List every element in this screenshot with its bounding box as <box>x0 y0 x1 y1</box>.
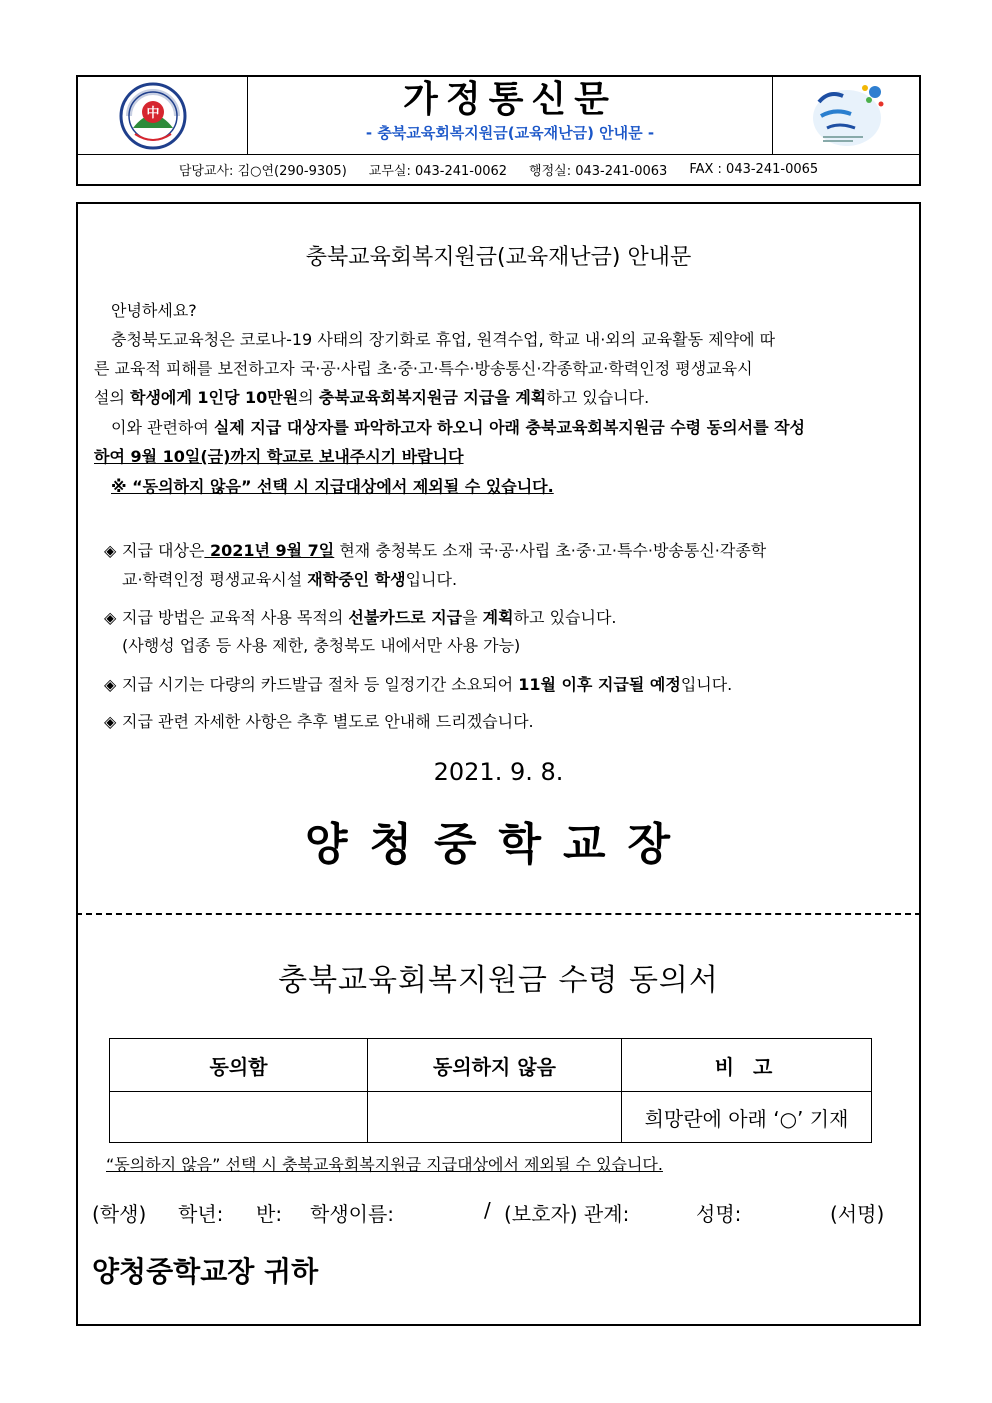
contact-office: 교무실: 043-241-0062 <box>368 164 508 179</box>
greeting: 안녕하세요? <box>111 301 197 320</box>
diamond-bullet-icon: ◈ <box>104 608 117 627</box>
highlight-timing: 11월 이후 지급될 예정 <box>518 675 681 694</box>
text-run: 을 <box>462 608 483 627</box>
text-run: 현재 충청북도 소재 국·공·사립 초·중·고·특수·방송통신·각종학 <box>334 541 767 560</box>
para1-line3 <box>94 383 649 412</box>
contact-fax: FAX : 043-241-0065 <box>689 162 819 177</box>
highlight-date: 2021년 9월 7일 <box>204 541 335 560</box>
contact-row <box>78 154 919 184</box>
document-title: 가정통신문 <box>403 79 617 120</box>
eco-logo-cell <box>772 77 921 154</box>
diamond-bullet-icon: ◈ <box>104 675 117 694</box>
bullet-timing <box>104 670 732 699</box>
para1-line1: 충청북도교육청은 코로나-19 사태의 장기화로 휴업, 원격수업, 학교 내·외의 교육활동 제약에 따 <box>111 330 776 349</box>
para2-line1 <box>111 413 805 442</box>
bullet-eligibility <box>104 536 766 565</box>
title-cell <box>248 77 772 154</box>
cut-line <box>76 913 921 915</box>
highlight-amount: 학생에게 1인당 10만원 <box>130 388 299 407</box>
grade-field[interactable]: 학년: <box>178 1202 224 1226</box>
text-run: 하고 있습니다. <box>546 388 650 407</box>
text-run: 의 <box>298 388 319 407</box>
issue-date: 2021. 9. 8. <box>433 758 564 786</box>
bullet-method-line2: (사행성 업종 등 사용 제한, 충청북도 내에서만 사용 가능) <box>122 636 521 655</box>
integrity-campaign-icon <box>809 82 885 148</box>
text-run: 지급 시기는 다량의 카드발급 절차 등 일정기간 소요되어 <box>122 675 519 694</box>
highlight-enrolled: 재학중인 학생 <box>307 570 406 589</box>
guardian-name-field[interactable]: 성명: <box>696 1202 742 1226</box>
text-run: 입니다. <box>405 570 458 589</box>
highlight-plan: 계획 <box>482 608 514 627</box>
contact-admin: 행정실: 043-241-0063 <box>529 164 668 179</box>
separator: / <box>484 1198 491 1222</box>
highlight-card: 선불카드로 지급 <box>348 608 463 627</box>
school-logo-cell <box>78 77 248 154</box>
consent-table <box>109 1038 872 1143</box>
bullet-method <box>104 603 617 632</box>
remark-cell: 희망란에 아래 ‘○’ 기재 <box>622 1092 872 1143</box>
col-agree: 동의함 <box>110 1039 368 1092</box>
text-run: 지급 관련 자세한 사항은 추후 별도로 안내해 드리겠습니다. <box>122 712 534 731</box>
highlight-request: 실제 지급 대상자를 파악하고자 하오니 아래 충북교육회복지원금 수령 동의서를 작성 <box>213 418 806 437</box>
para1-line2: 른 교육적 피해를 보전하고자 국·공·사립 초·중·고·특수·방송통신·각종학교·학력인정 평생교육시 <box>94 359 753 378</box>
school-emblem-icon <box>119 82 187 150</box>
highlight-plan: 충북교육회복지원금 지급을 계획 <box>318 388 547 407</box>
col-remark: 비 고 <box>622 1039 872 1092</box>
col-disagree: 동의하지 않음 <box>368 1039 622 1092</box>
text-run: 입니다. <box>680 675 733 694</box>
student-name-field[interactable]: 학생이름: <box>310 1202 395 1226</box>
signature-field[interactable]: (서명) <box>830 1202 885 1226</box>
warning-note: ※ “동의하지 않음” 선택 시 지급대상에서 제외될 수 있습니다. <box>111 477 554 496</box>
diamond-bullet-icon: ◈ <box>104 541 117 560</box>
agree-cell[interactable] <box>110 1092 368 1143</box>
bullet-details <box>104 707 534 736</box>
consent-title: 충북교육회복지원금 수령 동의서 <box>278 963 719 998</box>
school-emblem-char: 中 <box>146 106 160 121</box>
addressee: 양청중학교장 귀하 <box>92 1255 319 1288</box>
letter-header <box>76 75 921 186</box>
consent-note: “동의하지 않음” 선택 시 충북교육회복지원금 지급대상에서 제외될 수 있습니다. <box>106 1155 663 1174</box>
bullet-eligibility-line2 <box>122 565 457 594</box>
para2-line2-deadline: 하여 9월 10일(금)까지 학교로 보내주시기 바랍니다 <box>94 447 464 466</box>
disagree-cell[interactable] <box>368 1092 622 1143</box>
document-subtitle: - 충북교육회복지원금(교육재난금) 안내문 - <box>365 124 655 142</box>
notice-title: 충북교육회복지원금(교육재난금) 안내문 <box>305 245 692 270</box>
text-run: 하고 있습니다. <box>513 608 617 627</box>
class-field[interactable]: 반: <box>256 1202 283 1226</box>
diamond-bullet-icon: ◈ <box>104 712 117 731</box>
text-run: 이와 관련하여 <box>111 418 214 437</box>
guardian-relation-field[interactable]: (보호자) 관계: <box>504 1202 630 1226</box>
text-run: 지급 대상은 <box>122 541 205 560</box>
contact-teacher: 담당교사: 김○연(290-9305) <box>178 164 347 179</box>
text-run: 교·학력인정 평생교육시설 <box>122 570 308 589</box>
principal-signature: 양청중학교장 <box>304 819 693 870</box>
text-run: 지급 방법은 교육적 사용 목적의 <box>122 608 349 627</box>
student-label: (학생) <box>92 1202 147 1226</box>
text-run: 설의 <box>94 388 130 407</box>
